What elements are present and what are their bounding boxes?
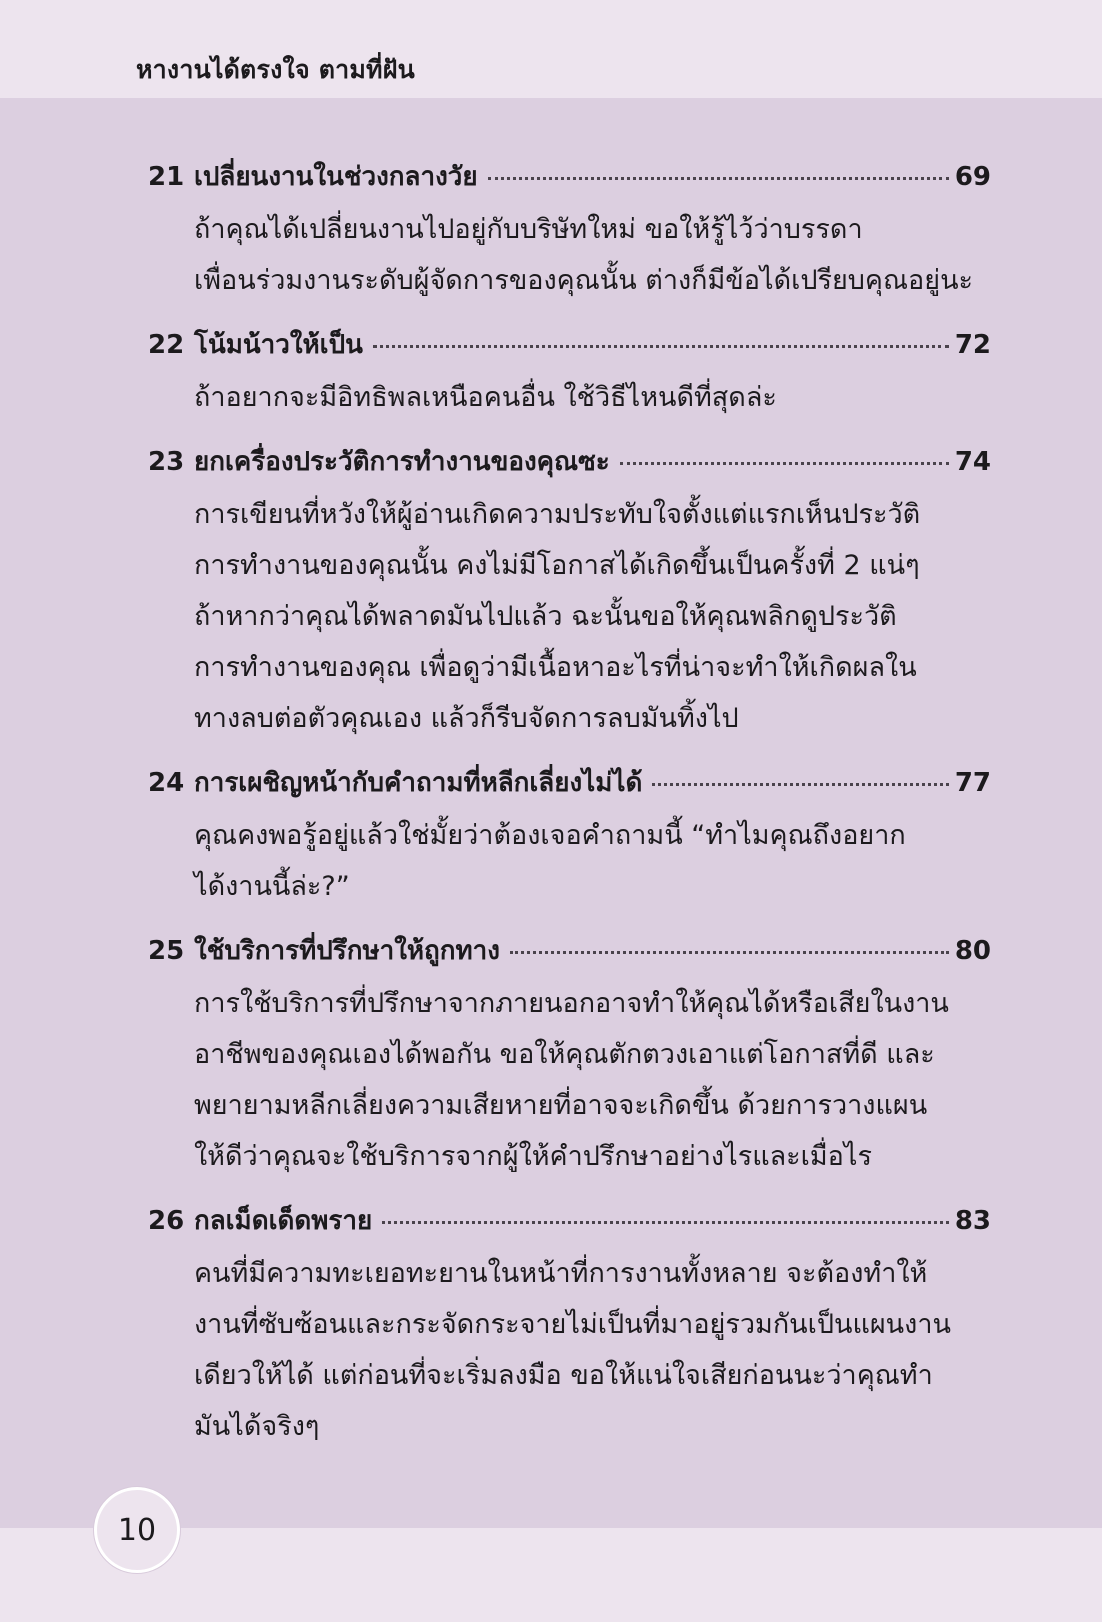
running-title: หางานได้ตรงใจ ตามที่ฝัน [136, 55, 415, 84]
toc-entry-heading[interactable] [148, 156, 991, 200]
description-line: คุณคงพอรู้อยู่แล้วใช่มั้ยว่าต้องเจอคำถามนี้ “ทำไมคุณถึงอยาก [194, 820, 906, 851]
toc-entry-description [194, 204, 991, 306]
header-band [0, 0, 1102, 98]
page-number: 10 [117, 1512, 157, 1548]
dot-leader [620, 462, 949, 465]
description-line: การทำงานของคุณนั้น คงไม่มีโอกาสได้เกิดขึ้นเป็นครั้งที่ 2 แน่ๆ [194, 550, 920, 581]
toc-entry-title[interactable]: การเผชิญหน้ากับคำถามที่หลีกเลี่ยงไม่ได้ [194, 768, 643, 798]
toc-entry-number: 21 [148, 162, 185, 192]
description-line: ได้งานนี้ล่ะ?” [194, 871, 350, 902]
description-line: อาชีพของคุณเองได้พอกัน ขอให้คุณตักตวงเอาแต่โอกาสที่ดี และ [194, 1039, 935, 1070]
description-line: เพื่อนร่วมงานระดับผู้จัดการของคุณนั้น ต่างก็มีข้อได้เปรียบคุณอยู่นะ [194, 265, 974, 296]
toc-entry[interactable] [148, 441, 991, 744]
toc-entry[interactable] [148, 324, 991, 423]
description-line: พยายามหลีกเลี่ยงความเสียหายที่อาจจะเกิดขึ้น ด้วยการวางแผน [194, 1090, 928, 1121]
description-line: มันได้จริงๆ [194, 1411, 320, 1442]
table-of-contents [148, 156, 991, 1470]
toc-entry-number: 26 [148, 1206, 185, 1236]
toc-entry-page[interactable]: 72 [954, 330, 991, 360]
description-line: ทางลบต่อตัวคุณเอง แล้วก็รีบจัดการลบมันทิ้งไป [194, 703, 739, 734]
toc-entry-description [194, 978, 991, 1182]
toc-entry-page[interactable]: 69 [954, 162, 991, 192]
toc-entry-heading[interactable] [148, 441, 991, 485]
toc-entry-number: 25 [148, 936, 185, 966]
description-line: การเขียนที่หวังให้ผู้อ่านเกิดความประทับใจตั้งแต่แรกเห็นประวัติ [194, 499, 921, 530]
toc-entry-number: 24 [148, 768, 185, 798]
dot-leader [373, 345, 949, 348]
dot-leader [652, 783, 948, 786]
toc-entry-title[interactable]: ยกเครื่องประวัติการทำงานของคุณซะ [194, 447, 610, 477]
description-line: คนที่มีความทะเยอทะยานในหน้าที่การงานทั้งหลาย จะต้องทำให้ [194, 1258, 928, 1289]
toc-entry-heading[interactable] [148, 1200, 991, 1244]
toc-entry-description [194, 372, 991, 423]
dot-leader [382, 1221, 949, 1224]
description-line: ถ้าหากว่าคุณได้พลาดมันไปแล้ว ฉะนั้นขอให้คุณพลิกดูประวัติ [194, 601, 897, 632]
toc-entry-page[interactable]: 77 [954, 768, 991, 798]
toc-entry-title[interactable]: เปลี่ยนงานในช่วงกลางวัย [194, 162, 478, 192]
toc-entry[interactable] [148, 930, 991, 1182]
page-number-badge [94, 1487, 180, 1573]
description-line: การทำงานของคุณ เพื่อดูว่ามีเนื้อหาอะไรที่น่าจะทำให้เกิดผลใน [194, 652, 917, 683]
toc-entry-description [194, 1248, 991, 1452]
description-line: เดียวให้ได้ แต่ก่อนที่จะเริ่มลงมือ ขอให้แน่ใจเสียก่อนนะว่าคุณทำ [194, 1360, 933, 1391]
dot-leader [488, 177, 949, 180]
toc-entry-page[interactable]: 83 [954, 1206, 991, 1236]
dot-leader [510, 951, 949, 954]
description-line: ให้ดีว่าคุณจะใช้บริการจากผู้ให้คำปรึกษาอย่างไรและเมื่อไร [194, 1141, 872, 1172]
toc-entry[interactable] [148, 762, 991, 912]
description-line: ถ้าอยากจะมีอิทธิพลเหนือคนอื่น ใช้วิธีไหนดีที่สุดล่ะ [194, 382, 777, 413]
toc-entry-heading[interactable] [148, 762, 991, 806]
toc-entry[interactable] [148, 156, 991, 306]
toc-entry-title[interactable]: กลเม็ดเด็ดพราย [194, 1206, 373, 1236]
toc-entry[interactable] [148, 1200, 991, 1452]
toc-entry-title[interactable]: โน้มน้าวให้เป็น [194, 330, 363, 360]
toc-entry-page[interactable]: 80 [954, 936, 991, 966]
description-line: ถ้าคุณได้เปลี่ยนงานไปอยู่กับบริษัทใหม่ ขอให้รู้ไว้ว่าบรรดา [194, 214, 863, 245]
toc-entry-page[interactable]: 74 [954, 447, 991, 477]
description-line: งานที่ซับซ้อนและกระจัดกระจายไม่เป็นที่มาอยู่รวมกันเป็นแผนงาน [194, 1309, 951, 1340]
toc-entry-description [194, 489, 991, 744]
toc-entry-number: 23 [148, 447, 185, 477]
toc-entry-title[interactable]: ใช้บริการที่ปรึกษาให้ถูกทาง [194, 936, 500, 966]
description-line: การใช้บริการที่ปรึกษาจากภายนอกอาจทำให้คุณได้หรือเสียในงาน [194, 988, 949, 1019]
toc-entry-number: 22 [148, 330, 185, 360]
toc-entry-heading[interactable] [148, 324, 991, 368]
toc-entry-heading[interactable] [148, 930, 991, 974]
toc-entry-description [194, 810, 991, 912]
